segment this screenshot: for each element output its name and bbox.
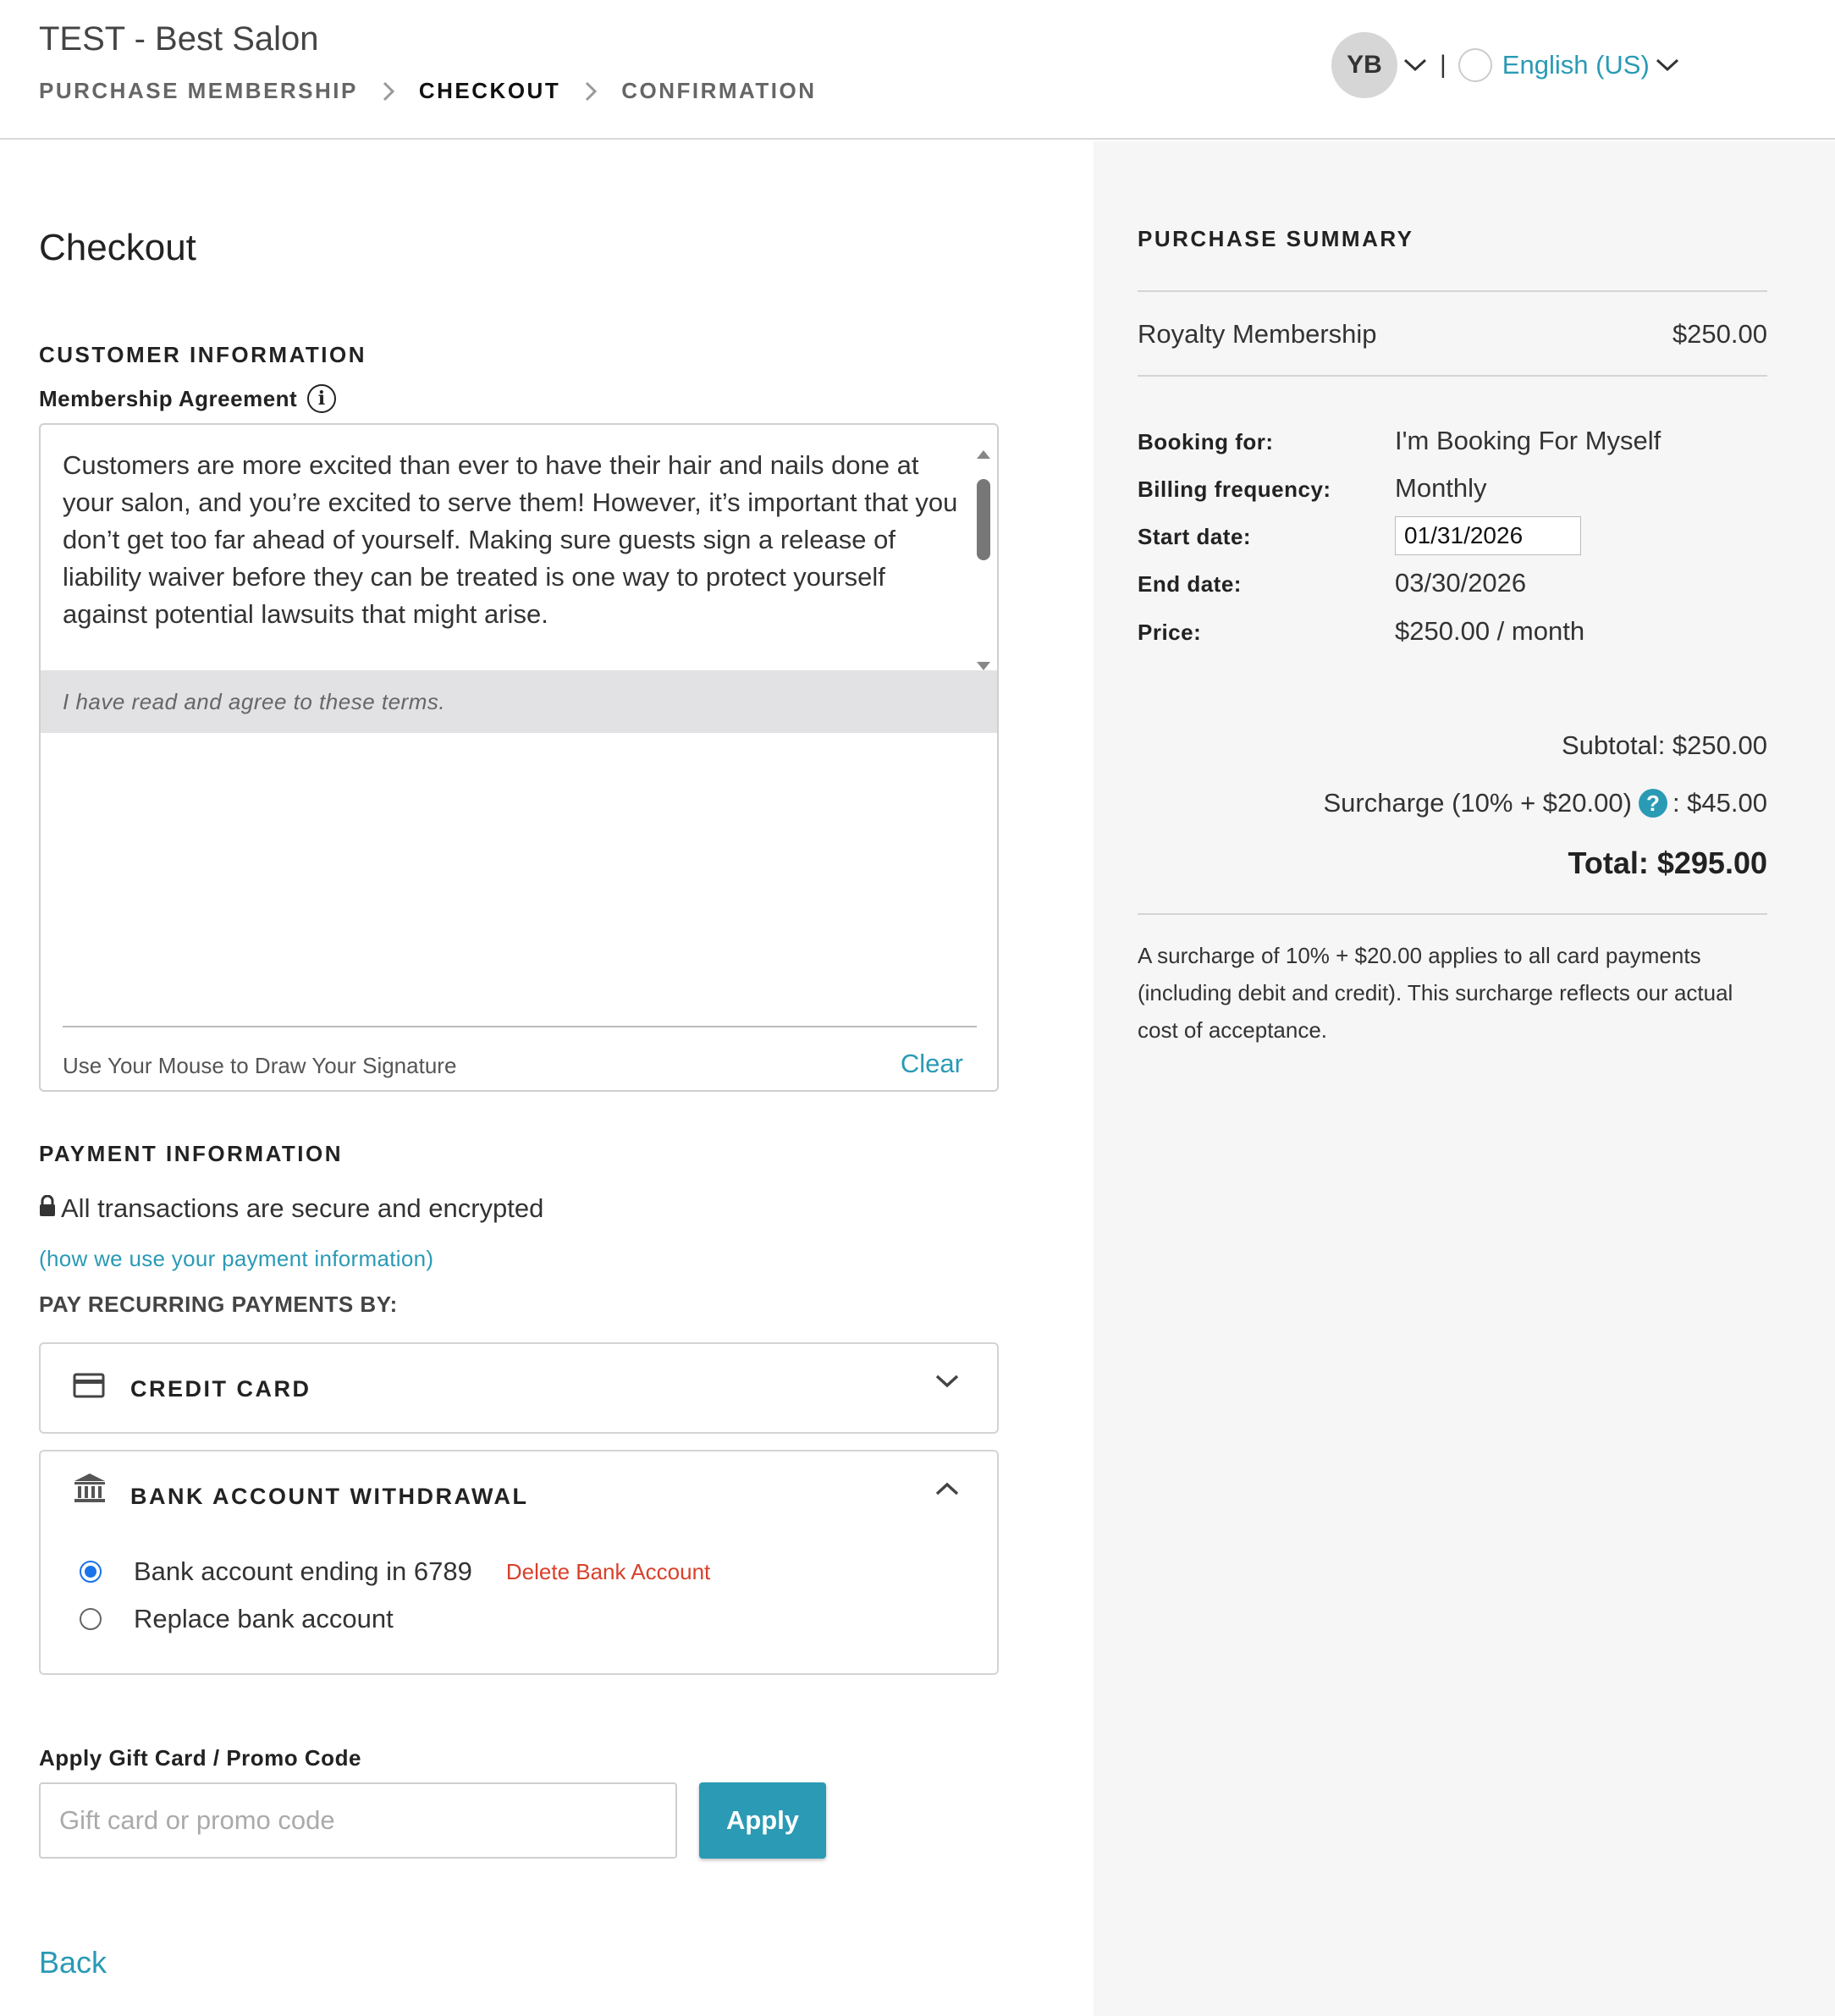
breadcrumb-confirmation: CONFIRMATION: [621, 78, 817, 103]
bank-icon: [73, 1472, 107, 1508]
summary-item-price: $250.00: [1672, 319, 1767, 349]
end-date-label: End date:: [1138, 571, 1242, 597]
total: Total: $295.00: [1568, 846, 1767, 880]
surcharge-row: [1323, 788, 1767, 818]
header-user-area: [1331, 32, 1680, 98]
scroll-thumb[interactable]: [977, 479, 990, 560]
chevron-down-icon[interactable]: [934, 1373, 960, 1394]
page-title: Checkout: [39, 227, 196, 268]
signature-hint: Use Your Mouse to Draw Your Signature: [63, 1053, 457, 1078]
start-date-input[interactable]: [1395, 516, 1581, 555]
billing-frequency-value: Monthly: [1395, 473, 1487, 503]
credit-card-accordion[interactable]: [39, 1342, 999, 1434]
salon-title: TEST - Best Salon: [39, 20, 319, 58]
membership-agreement-label: [39, 384, 336, 413]
signature-pad[interactable]: [41, 733, 997, 1027]
radio-existing-bank[interactable]: [80, 1561, 102, 1583]
pay-recurring-label: PAY RECURRING PAYMENTS BY:: [39, 1292, 398, 1317]
radio-replace-bank[interactable]: [80, 1608, 102, 1630]
membership-agreement-text: Membership Agreement: [39, 385, 298, 411]
payment-info-link[interactable]: (how we use your payment information): [39, 1246, 434, 1271]
summary-divider: [1138, 913, 1767, 915]
bank-account-label: BANK ACCOUNT WITHDRAWAL: [130, 1484, 529, 1509]
promo-code-label: Apply Gift Card / Promo Code: [39, 1745, 361, 1771]
scroll-down-icon[interactable]: [977, 662, 990, 670]
summary-divider: [1138, 375, 1767, 377]
credit-card-label: CREDIT CARD: [130, 1376, 311, 1402]
scroll-up-icon[interactable]: [977, 450, 990, 459]
help-icon[interactable]: ?: [1639, 789, 1667, 818]
agreement-text: Customers are more excited than ever to have their hair and nails done at your salon, and you’re excited to serve them! However, it’s important that you don’t get too far ahead of yourself. Making sure guests sign a release of liability waiver before they can be treated is one way to protect yourself against potential lawsuits that might arise.: [63, 450, 958, 629]
bank-option-replace[interactable]: [80, 1604, 394, 1634]
agree-terms-text: I have read and agree to these terms.: [41, 670, 997, 733]
agreement-scrollbar[interactable]: [973, 450, 992, 670]
bank-account-accordion: [39, 1450, 999, 1675]
clear-signature-link[interactable]: Clear: [900, 1049, 963, 1078]
chevron-down-icon[interactable]: [1402, 58, 1428, 73]
price-value: $250.00 / month: [1395, 616, 1585, 646]
start-date-label: Start date:: [1138, 524, 1252, 549]
breadcrumb-purchase-membership[interactable]: PURCHASE MEMBERSHIP: [39, 78, 358, 103]
info-icon[interactable]: i: [307, 384, 336, 413]
booking-for-label: Booking for:: [1138, 429, 1274, 454]
agreement-box: [39, 423, 999, 1092]
summary-divider: [1138, 290, 1767, 292]
avatar[interactable]: YB: [1331, 32, 1397, 98]
breadcrumb: [39, 78, 817, 104]
bank-option-existing[interactable]: [80, 1556, 710, 1587]
price-label: Price:: [1138, 620, 1202, 645]
lock-icon: [39, 1193, 56, 1224]
chevron-up-icon[interactable]: [934, 1480, 960, 1501]
bank-account-accordion-header[interactable]: [41, 1451, 997, 1540]
surcharge-disclaimer: A surcharge of 10% + $20.00 applies to all card payments (including debit and credit). This surcharge reflects our actual cost of acceptance.: [1138, 943, 1733, 1043]
bank-option-replace-label: Replace bank account: [134, 1604, 394, 1633]
chevron-right-icon: [584, 80, 598, 102]
secure-text: All transactions are secure and encrypted: [61, 1193, 544, 1223]
payment-info-heading: PAYMENT INFORMATION: [39, 1141, 344, 1166]
chevron-right-icon: [382, 80, 395, 102]
apply-promo-button[interactable]: Apply: [699, 1782, 826, 1859]
surcharge-value: : $45.00: [1672, 788, 1767, 818]
end-date-value: 03/30/2026: [1395, 568, 1527, 598]
signature-line: [63, 1026, 977, 1027]
purchase-summary-heading: PURCHASE SUMMARY: [1138, 226, 1414, 251]
globe-icon: [1458, 48, 1492, 82]
summary-item-name: Royalty Membership: [1138, 319, 1377, 349]
credit-card-accordion-header[interactable]: [41, 1344, 997, 1432]
header-divider: |: [1440, 51, 1447, 79]
bank-option-existing-label: Bank account ending in 6789: [134, 1556, 472, 1586]
surcharge-label: Surcharge (10% + $20.00): [1323, 788, 1632, 818]
credit-card-icon: [73, 1373, 105, 1402]
breadcrumb-checkout: CHECKOUT: [418, 78, 561, 103]
delete-bank-account-link[interactable]: Delete Bank Account: [505, 1558, 711, 1584]
customer-info-heading: CUSTOMER INFORMATION: [39, 342, 367, 367]
subtotal: Subtotal: $250.00: [1561, 730, 1767, 760]
back-link[interactable]: Back: [39, 1945, 107, 1980]
chevron-down-icon[interactable]: [1655, 58, 1680, 73]
language-selector[interactable]: English (US): [1502, 50, 1650, 80]
booking-for-value: I'm Booking For Myself: [1395, 426, 1661, 455]
purchase-summary-panel: [1094, 141, 1835, 2016]
promo-code-input[interactable]: [39, 1782, 677, 1859]
secure-transactions-line: [39, 1193, 543, 1224]
billing-frequency-label: Billing frequency:: [1138, 476, 1331, 502]
top-header: [0, 0, 1835, 140]
